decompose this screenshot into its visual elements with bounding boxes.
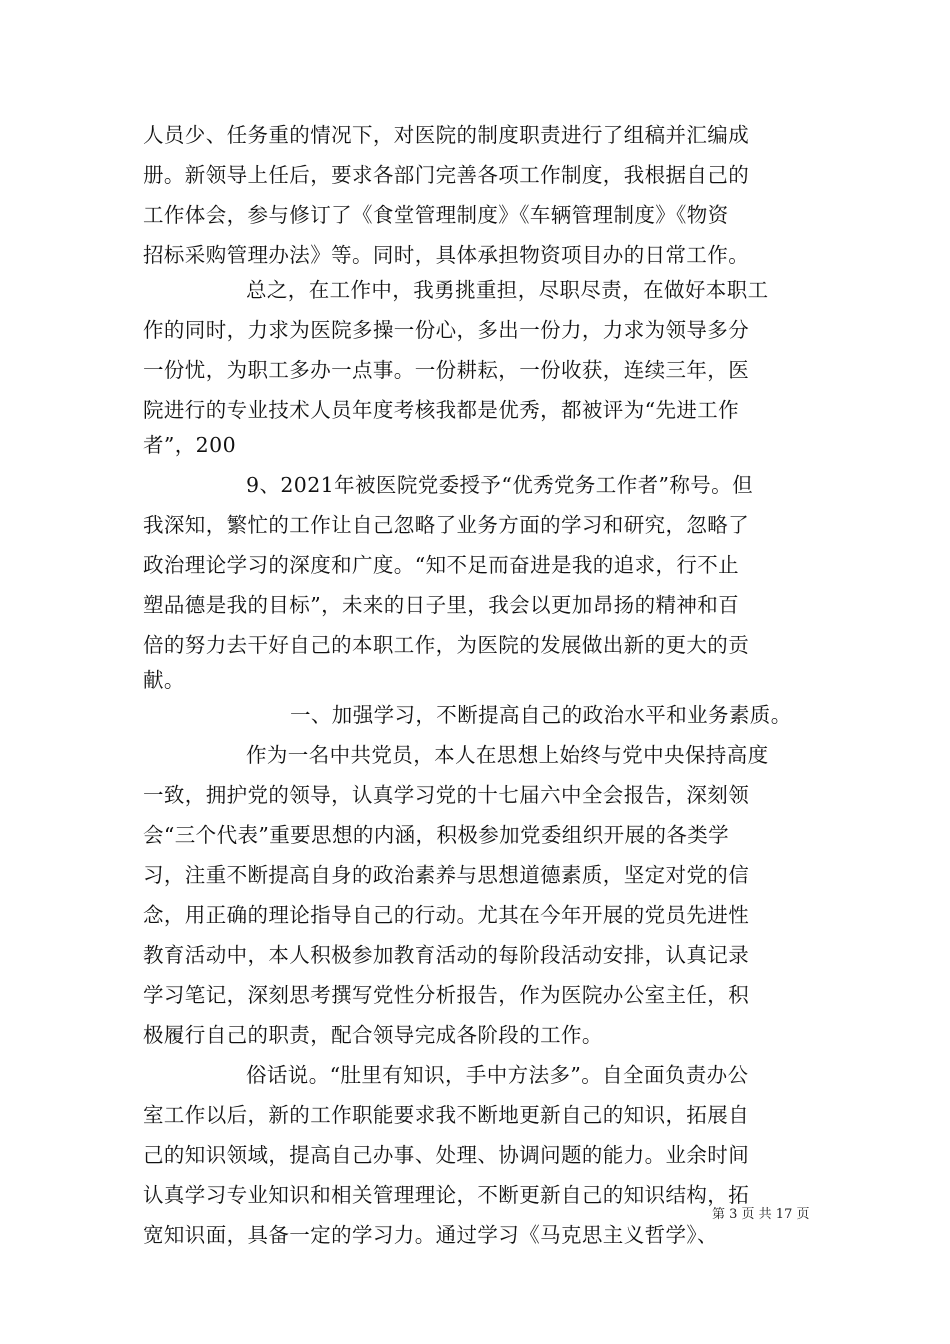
text-line: 招标采购管理办法》等。同时，具体承担物资项目办的日常工作。 xyxy=(143,243,750,267)
text-line: 总之，在工作中，我勇挑重担，尽职尽责，在做好本职工 xyxy=(246,278,769,302)
text-line: 9、2021年被医院党委授予“优秀党务工作者”称号。但 xyxy=(246,473,753,497)
text-line: 政治理论学习的深度和广度。“知不足而奋进是我的追求，行不止 xyxy=(143,553,740,577)
text-line: 作为一名中共党员，本人在思想上始终与党中央保持高度 xyxy=(246,743,769,767)
text-line: 倍的努力去干好自己的本职工作，为医院的发展做出新的更大的贡 xyxy=(143,633,750,657)
text-line: 认真学习专业知识和相关管理理论，不断更新自己的知识结构，拓 xyxy=(143,1183,750,1207)
text-line: 会“三个代表”重要思想的内涵，积极参加党委组织开展的各类学 xyxy=(143,823,730,847)
text-line: 一致，拥护党的领导，认真学习党的十七届六中全会报告，深刻领 xyxy=(143,783,750,807)
text-line: 院进行的专业技术人员年度考核我都是优秀，都被评为“先进工作 xyxy=(143,398,740,422)
text-line: 极履行自己的职责，配合领导完成各阶段的工作。 xyxy=(143,1023,603,1047)
text-line: 工作体会，参与修订了《食堂管理制度》《车辆管理制度》《物资 xyxy=(143,203,729,227)
text-line: 人员少、任务重的情况下，对医院的制度职责进行了组稿并汇编成 xyxy=(143,123,750,147)
text-line: 习，注重不断提高自身的政治素养与思想道德素质，坚定对党的信 xyxy=(143,863,750,887)
text-line: 教育活动中，本人积极参加教育活动的每阶段活动安排，认真记录 xyxy=(143,943,750,967)
text-line: 一份忧，为职工多办一点事。一份耕耘，一份收获，连续三年，医 xyxy=(143,358,750,382)
text-line: 册。新领导上任后，要求各部门完善各项工作制度，我根据自己的 xyxy=(143,163,750,187)
text-line: 学习笔记，深刻思考撰写党性分析报告，作为医院办公室主任，积 xyxy=(143,983,750,1007)
text-line: 室工作以后，新的工作职能要求我不断地更新自己的知识，拓展自 xyxy=(143,1103,750,1127)
section-heading: 一、加强学习，不断提高自己的政治水平和业务素质。 xyxy=(290,703,792,727)
text-line: 俗话说。“肚里有知识，手中方法多”。自全面负责办公 xyxy=(246,1063,749,1087)
text-line: 塑品德是我的目标”，未来的日子里，我会以更加昂扬的精神和百 xyxy=(143,593,740,617)
text-line: 作的同时，力求为医院多操一份心，多出一份力，力求为领导多分 xyxy=(143,318,750,342)
page-number-footer: 第 3 页 共 17 页 xyxy=(712,1207,810,1222)
text-line: 己的知识领域，提高自己办事、处理、协调问题的能力。业余时间 xyxy=(143,1143,750,1167)
text-line: 献。 xyxy=(143,668,185,692)
text-line: 者”，200 xyxy=(143,433,237,457)
text-line: 宽知识面，具备一定的学习力。通过学习《马克思主义哲学》、 xyxy=(143,1223,718,1247)
text-line: 我深知，繁忙的工作让自己忽略了业务方面的学习和研究，忽略了 xyxy=(143,513,750,537)
text-line: 念，用正确的理论指导自己的行动。尤其在今年开展的党员先进性 xyxy=(143,903,750,927)
